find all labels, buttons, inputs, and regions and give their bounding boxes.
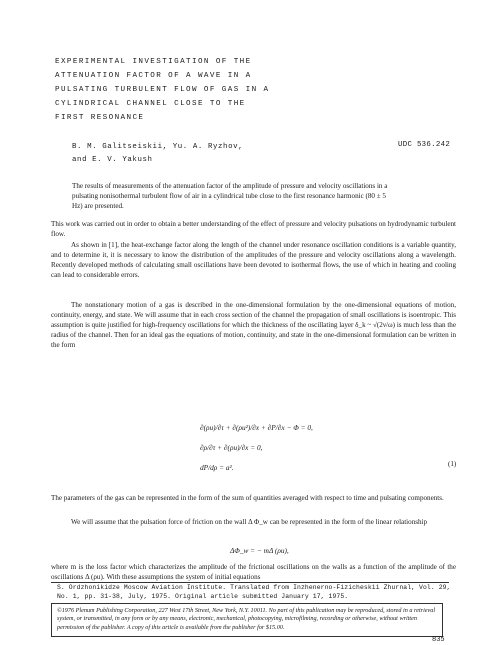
footnote: S. Ordzhonikidze Moscow Aviation Institute. Translated from Inzhenerno-Fizicheskii Zhurnal, Vol. 29, No. 1, pp. 31-38, July, 1975. Original article submitted January 17, 1975. [57,584,451,600]
equation-continuity: ∂ρ/∂τ + ∂(ρu)/∂x = 0, [200,443,263,452]
title-line: EXPERIMENTAL INVESTIGATION OF THE [55,58,252,66]
title-line: CYLINDRICAL CHANNEL CLOSE TO THE [55,100,246,108]
paragraph: The parameters of the gas can be represented in the form of the sum of quantities averaged with respect to time and pulsating components. [51,494,444,502]
paragraph: We will assume that the pulsation force of friction on the wall Δ Φ_w can be represented in the form of the linear relationship [71,518,428,526]
page-number: 835 [432,636,445,644]
title-line: FIRST RESONANCE [55,114,145,122]
paragraph: This work was carried out in order to obtain a better understanding of the effect of pressure and velocity pulsations on hydrodynamic turbulent flow. [51,220,456,239]
equation-system [200,422,313,477]
authors-line: B. M. Galitseiskii, Yu. A. Ryzhov, [72,143,244,151]
title-line: PULSATING TURBULENT FLOW OF GAS IN A [55,86,270,94]
copyright-notice: ©1976 Plenum Publishing Corporation, 227 West 17th Street, New York, N.Y. 10011. No part of this publication may be reproduced, stored in a retrieval system, or transmitted, in any form or by any means, electronic, mechanical, photocopying, microfilming, recording or otherwise, without written permission of the publisher. A copy of this article is available from the publisher for $15.00. [51,603,443,637]
udc-code: UDC 536.242 [398,141,451,149]
equation-friction: ΔΦ_w = − mΔ (ρu), [230,546,289,555]
authors-line: and E. V. Yakush [72,156,153,164]
paragraph: where m is the loss factor which characterizes the amplitude of the frictional oscillations on the walls as a function of the amplitude of the oscillations Δ (ρu). With these assumptions the system of initial equations [51,563,456,582]
equation-state: dP/dρ = a². [200,463,234,472]
footnote-rule [51,582,449,583]
paper-title [55,55,355,125]
paragraph: As shown in [1], the heat-exchange factor along the length of the channel under resonance oscillation conditions is a variable quantity, and to determine it, it is necessary to know the distribution of the amplitudes of the pressure and velocity oscillations along a wavelength. Recently developed methods of calculating small oscillations have been devoted to isothermal flows, the use of which in heating and cooling can lead to considerable errors. [51,241,456,280]
abstract: The results of measurements of the attenuation factor of the amplitude of pressure and velocity oscillations in a pulsating nonisothermal turbulent flow of air in a cylindrical tube close to the first resonance harmonic (80 ± 5 Hz) are presented. [72,182,388,210]
equation-motion: ∂(ρu)/∂τ + ∂(ρu²)/∂x + ∂P/∂x − Φ = 0, [200,423,313,432]
authors [72,141,322,167]
equation-number: (1) [448,460,457,468]
paragraph: The nonstationary motion of a gas is described in the one-dimensional formulation by the one-dimensional equations of motion, continuity, energy, and state. We will assume that in each cross section of the channel the propagation of small oscillations is isoentropic. This assumption is quite justified for high-frequency oscillations for which the thickness of the oscillating layer δ_k ~ √(2ν/ω) is much less than the radius of the channel. Then for an ideal gas the equations of motion, continuity, and state in the one-dimensional formulation can be written in the form [51,301,456,350]
title-line: ATTENUATION FACTOR OF A WAVE IN A [55,72,252,80]
